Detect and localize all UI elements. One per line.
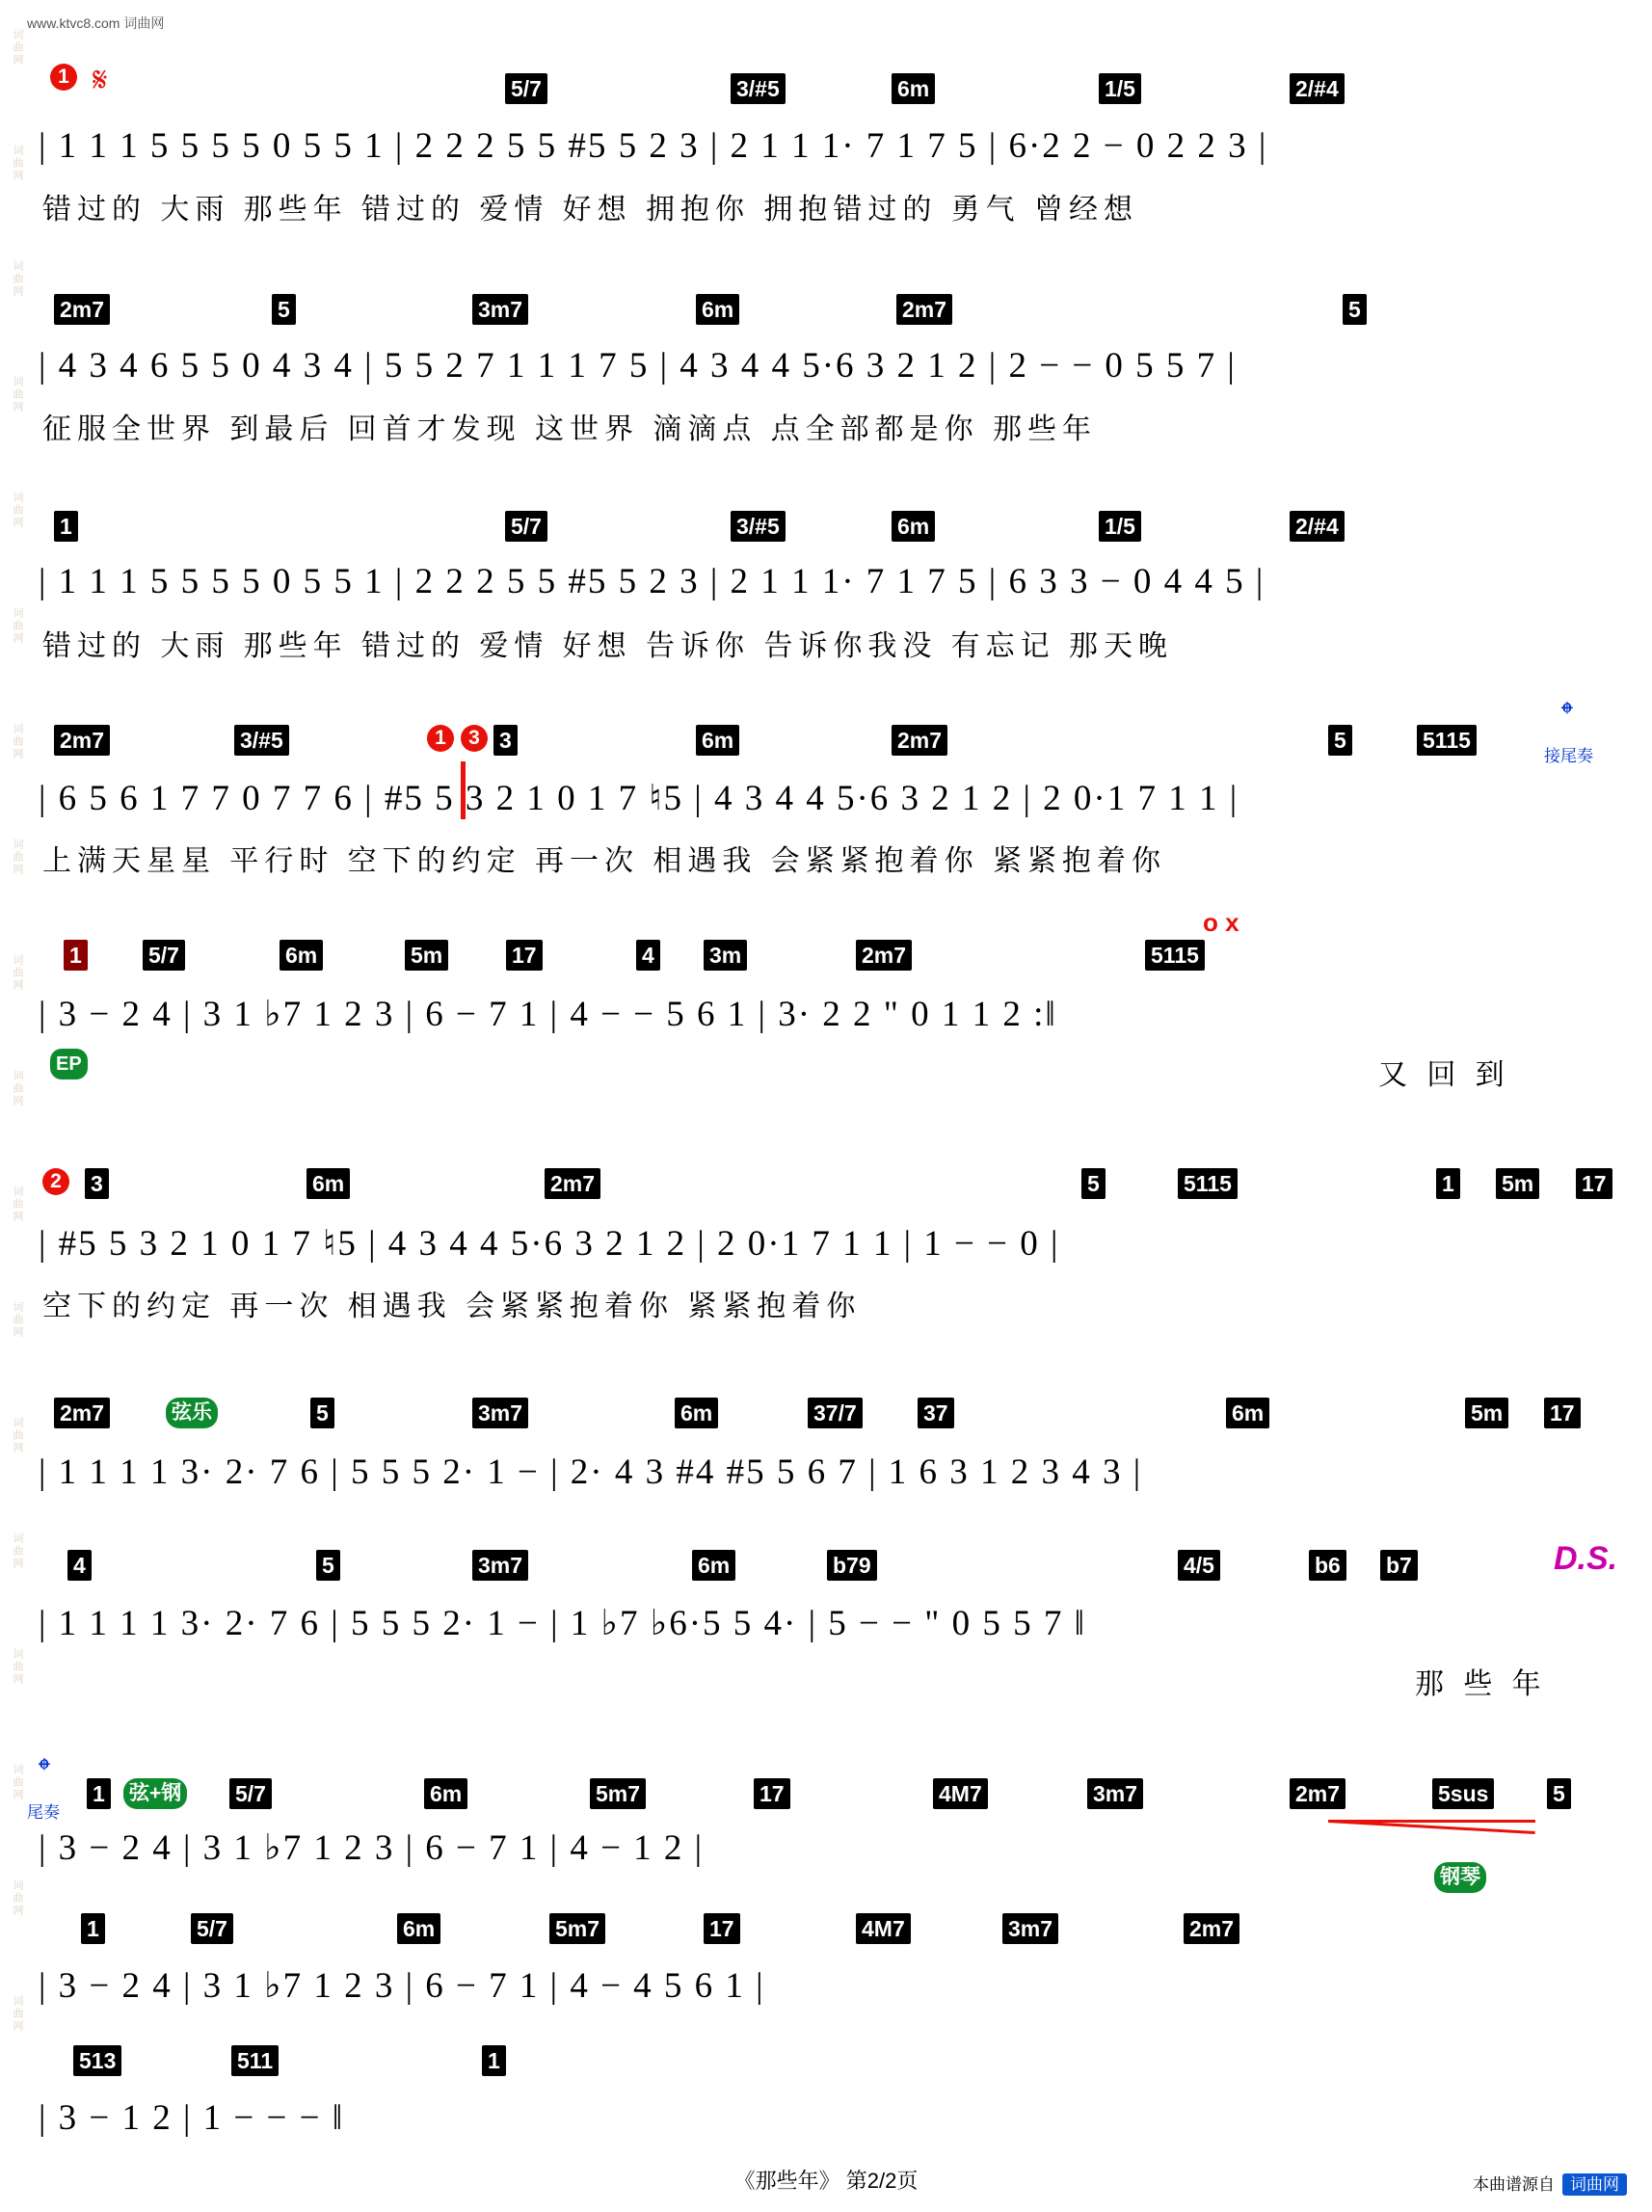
chord-label: 5115 — [1417, 725, 1477, 756]
watermark-text: 词曲网 — [12, 376, 23, 413]
coda-icon: 𝄌 — [39, 1752, 50, 1789]
chord-label: 2m7 — [545, 1168, 600, 1199]
chord-label: 5 — [316, 1550, 340, 1581]
chord-label: 6m — [306, 1168, 350, 1199]
segno-icon: 𝄋 — [93, 60, 108, 99]
chord-label: 1 — [54, 511, 78, 542]
ox-marking: o x — [1203, 908, 1239, 937]
chord-label: 3m7 — [1002, 1913, 1058, 1944]
lyric-row: 错过的 大雨 那些年 错过的 爱情 好想 拥抱你 拥抱错过的 勇气 曾经想 — [42, 194, 1139, 226]
chord-label: 6m — [696, 725, 739, 756]
chord-label: 3 — [85, 1168, 109, 1199]
watermark-text: 词曲网 — [12, 1532, 23, 1570]
watermark-text: 词曲网 — [12, 29, 23, 67]
instrument-tag-strings-piano: 弦+钢 — [123, 1778, 187, 1809]
chord-label: 17 — [704, 1913, 740, 1944]
chord-label: 513 — [73, 2045, 121, 2076]
lyric-row: 错过的 大雨 那些年 错过的 爱情 好想 告诉你 告诉你我没 有忘记 那天晚 — [42, 630, 1174, 662]
chord-label: 5 — [272, 294, 296, 325]
chord-label: 5 — [1547, 1778, 1571, 1809]
note-row: | #5 5 3 2 1 0 1 7 ♮5 | 4 3 4 4 5·6 3 2 1 2 | 2 0·1 7 1 1 | 1 − − 0 | — [39, 1224, 1060, 1264]
chord-label: 17 — [754, 1778, 790, 1809]
note-row: | 3 − 2 4 | 3 1 ♭7 1 2 3 | 6 − 7 1 | 4 − − 5 6 1 | 3· 2 2 " 0 1 1 2 :‖ — [39, 995, 1057, 1034]
note-row: | 6 5 6 1 7 7 0 7 7 6 | #5 5 3 2 1 0 1 7 ♮5 | 4 3 4 4 5·6 3 2 1 2 | 2 0·1 7 1 1 | — [39, 779, 1239, 818]
instrument-tag-strings: 弦乐 — [166, 1398, 218, 1428]
chord-label: 3m7 — [472, 294, 528, 325]
chord-label: 5 — [310, 1398, 334, 1428]
chord-label: 5m — [405, 940, 448, 971]
watermark-text: 词曲网 — [12, 1648, 23, 1686]
chord-label: 6m — [1226, 1398, 1269, 1428]
chord-label: 2m7 — [856, 940, 912, 971]
lyric-row: 上满天星星 平行时 空下的约定 再一次 相遇我 会紧紧抱着你 紧紧抱着你 — [42, 845, 1167, 877]
coda-icon: 𝄌 — [1561, 696, 1573, 733]
watermark-text: 词曲网 — [12, 1995, 23, 2033]
chord-label: 2m7 — [1290, 1778, 1346, 1809]
lyric-row: 又 回 到 — [1378, 1059, 1510, 1091]
watermark-text: 词曲网 — [12, 1186, 23, 1223]
note-row: | 1 1 1 5 5 5 5 0 5 5 1 | 2 2 2 5 5 #5 5 2 3 | 2 1 1 1· 7 1 7 5 | 6 3 3 − 0 4 4 5 | — [39, 562, 1266, 601]
chord-label: 5m7 — [549, 1913, 605, 1944]
chord-label: 3/#5 — [234, 725, 289, 756]
chord-label: 6m — [892, 73, 935, 104]
chord-label: 1 — [81, 1913, 105, 1944]
chord-label: b6 — [1309, 1550, 1346, 1581]
chord-label: 5 — [1328, 725, 1352, 756]
ds-marking: D.S. — [1554, 1540, 1618, 1577]
instrument-tag-piano: 钢琴 — [1434, 1862, 1486, 1893]
chord-label: 6m — [892, 511, 935, 542]
chord-label: 4M7 — [856, 1913, 911, 1944]
coda-label: 接尾奏 — [1544, 747, 1593, 765]
watermark-text: 词曲网 — [12, 1879, 23, 1917]
chord-label: 2m7 — [54, 725, 110, 756]
chord-label: 37 — [918, 1398, 954, 1428]
note-row: | 3 − 2 4 | 3 1 ♭7 1 2 3 | 6 − 7 1 | 4 − 1 2 | — [39, 1828, 705, 1868]
coda-label: 尾奏 — [27, 1803, 60, 1822]
footer-source-tag: 词曲网 — [1562, 2173, 1627, 2196]
note-row: | 4 3 4 6 5 5 0 4 3 4 | 5 5 2 7 1 1 1 7 5 | 4 3 4 4 5·6 3 2 1 2 | 2 − − 0 5 5 7 | — [39, 346, 1237, 386]
note-row: | 3 − 1 2 | 1 − − − ‖ — [39, 2098, 345, 2138]
chord-label: 37/7 — [808, 1398, 863, 1428]
ep-marking: EP — [50, 1049, 88, 1079]
watermark-text: 词曲网 — [12, 1301, 23, 1339]
chord-label: 2m7 — [1184, 1913, 1239, 1944]
chord-label: 5m7 — [590, 1778, 646, 1809]
chord-label: 1/5 — [1099, 73, 1141, 104]
note-row: | 3 − 2 4 | 3 1 ♭7 1 2 3 | 6 − 7 1 | 4 − 4 5 6 1 | — [39, 1966, 765, 2006]
chord-label: 5m — [1496, 1168, 1539, 1199]
chord-label: 1/5 — [1099, 511, 1141, 542]
chord-label: 3/#5 — [731, 73, 786, 104]
chord-label: 4 — [636, 940, 660, 971]
ending-number-1: 1 — [64, 940, 88, 971]
chord-label: 3m7 — [472, 1550, 528, 1581]
chord-label: 5/7 — [505, 511, 547, 542]
chord-label: 6m — [692, 1550, 735, 1581]
chord-label: 3 — [493, 725, 518, 756]
chord-label: 3m7 — [472, 1398, 528, 1428]
chord-label: 2m7 — [892, 725, 947, 756]
chord-label: 2m7 — [54, 294, 110, 325]
watermark-text: 词曲网 — [12, 1417, 23, 1454]
watermark-text: 词曲网 — [12, 145, 23, 182]
chord-label: 6m — [397, 1913, 440, 1944]
chord-label: b7 — [1380, 1550, 1418, 1581]
chord-label: 511 — [231, 2045, 279, 2076]
footer-source-label: 本曲谱源自 — [1473, 2175, 1555, 2194]
watermark-text: 词曲网 — [12, 260, 23, 298]
note-row: | 1 1 1 5 5 5 5 0 5 5 1 | 2 2 2 5 5 #5 5 2 3 | 2 1 1 1· 7 1 7 5 | 6·2 2 − 0 2 2 3 | — [39, 126, 1268, 166]
chord-label: 5/7 — [143, 940, 185, 971]
chord-label: b79 — [827, 1550, 877, 1581]
chord-label: 6m — [696, 294, 739, 325]
note-row: | 1 1 1 1 3· 2· 7 6 | 5 5 5 2· 1 − | 1 ♭7 ♭6·5 5 4· | 5 − − " 0 5 5 7 ‖ — [39, 1604, 1086, 1643]
chord-label: 17 — [1544, 1398, 1581, 1428]
chord-label: 3/#5 — [731, 511, 786, 542]
chord-label: 5115 — [1178, 1168, 1238, 1199]
chord-label: 17 — [506, 940, 543, 971]
section-number-1: 1 — [50, 64, 77, 91]
chord-label: 5/7 — [505, 73, 547, 104]
watermark-text: 词曲网 — [12, 1764, 23, 1801]
chord-label: 4/5 — [1178, 1550, 1220, 1581]
chord-label: 5/7 — [191, 1913, 233, 1944]
chord-label: 3m7 — [1087, 1778, 1143, 1809]
chord-label: 2/#4 — [1290, 511, 1345, 542]
chord-label: 5m — [1465, 1398, 1508, 1428]
chord-label: 6m — [675, 1398, 718, 1428]
chord-label: 2m7 — [54, 1398, 110, 1428]
chord-label: 5 — [1081, 1168, 1106, 1199]
chord-label: 1 — [1436, 1168, 1460, 1199]
watermark-text: 词曲网 — [12, 492, 23, 529]
chord-label: 17 — [1576, 1168, 1612, 1199]
lyric-row: 那 些 年 — [1415, 1668, 1547, 1700]
lyric-row: 空下的约定 再一次 相遇我 会紧紧抱着你 紧紧抱着你 — [42, 1291, 862, 1322]
watermark-column — [6, 0, 27, 2212]
chord-label: 6m — [280, 940, 323, 971]
section-number-1: 1 — [427, 725, 454, 752]
page-footer: 《那些年》 第2/2页 — [733, 2169, 919, 2193]
chord-label: 5/7 — [229, 1778, 272, 1809]
section-number-3: 3 — [461, 725, 488, 752]
chord-label: 5sus — [1432, 1778, 1494, 1809]
watermark-text: 词曲网 — [12, 839, 23, 876]
chord-label: 5115 — [1145, 940, 1205, 971]
ending-number-2: 2 — [42, 1168, 69, 1195]
watermark-text: 词曲网 — [12, 954, 23, 992]
note-row: | 1 1 1 1 3· 2· 7 6 | 5 5 5 2· 1 − | 2· 4 3 #4 #5 5 6 7 | 1 6 3 1 2 3 4 3 | — [39, 1452, 1143, 1492]
site-url: www.ktvc8.com 词曲网 — [27, 15, 165, 31]
chord-label: 3m — [704, 940, 747, 971]
lyric-row: 征服全世界 到最后 回首才发现 这世界 滴滴点 点全部都是你 那些年 — [42, 413, 1098, 445]
chord-label: 6m — [424, 1778, 467, 1809]
watermark-text: 词曲网 — [12, 723, 23, 760]
watermark-text: 词曲网 — [12, 1070, 23, 1107]
chord-label: 1 — [87, 1778, 111, 1809]
chord-label: 2m7 — [896, 294, 952, 325]
chord-label: 4M7 — [933, 1778, 988, 1809]
watermark-text: 词曲网 — [12, 607, 23, 645]
footer-source — [1473, 2171, 1627, 2195]
chord-label: 1 — [482, 2045, 506, 2076]
chord-label: 5 — [1343, 294, 1367, 325]
chord-label: 2/#4 — [1290, 73, 1345, 104]
chord-label: 4 — [67, 1550, 92, 1581]
